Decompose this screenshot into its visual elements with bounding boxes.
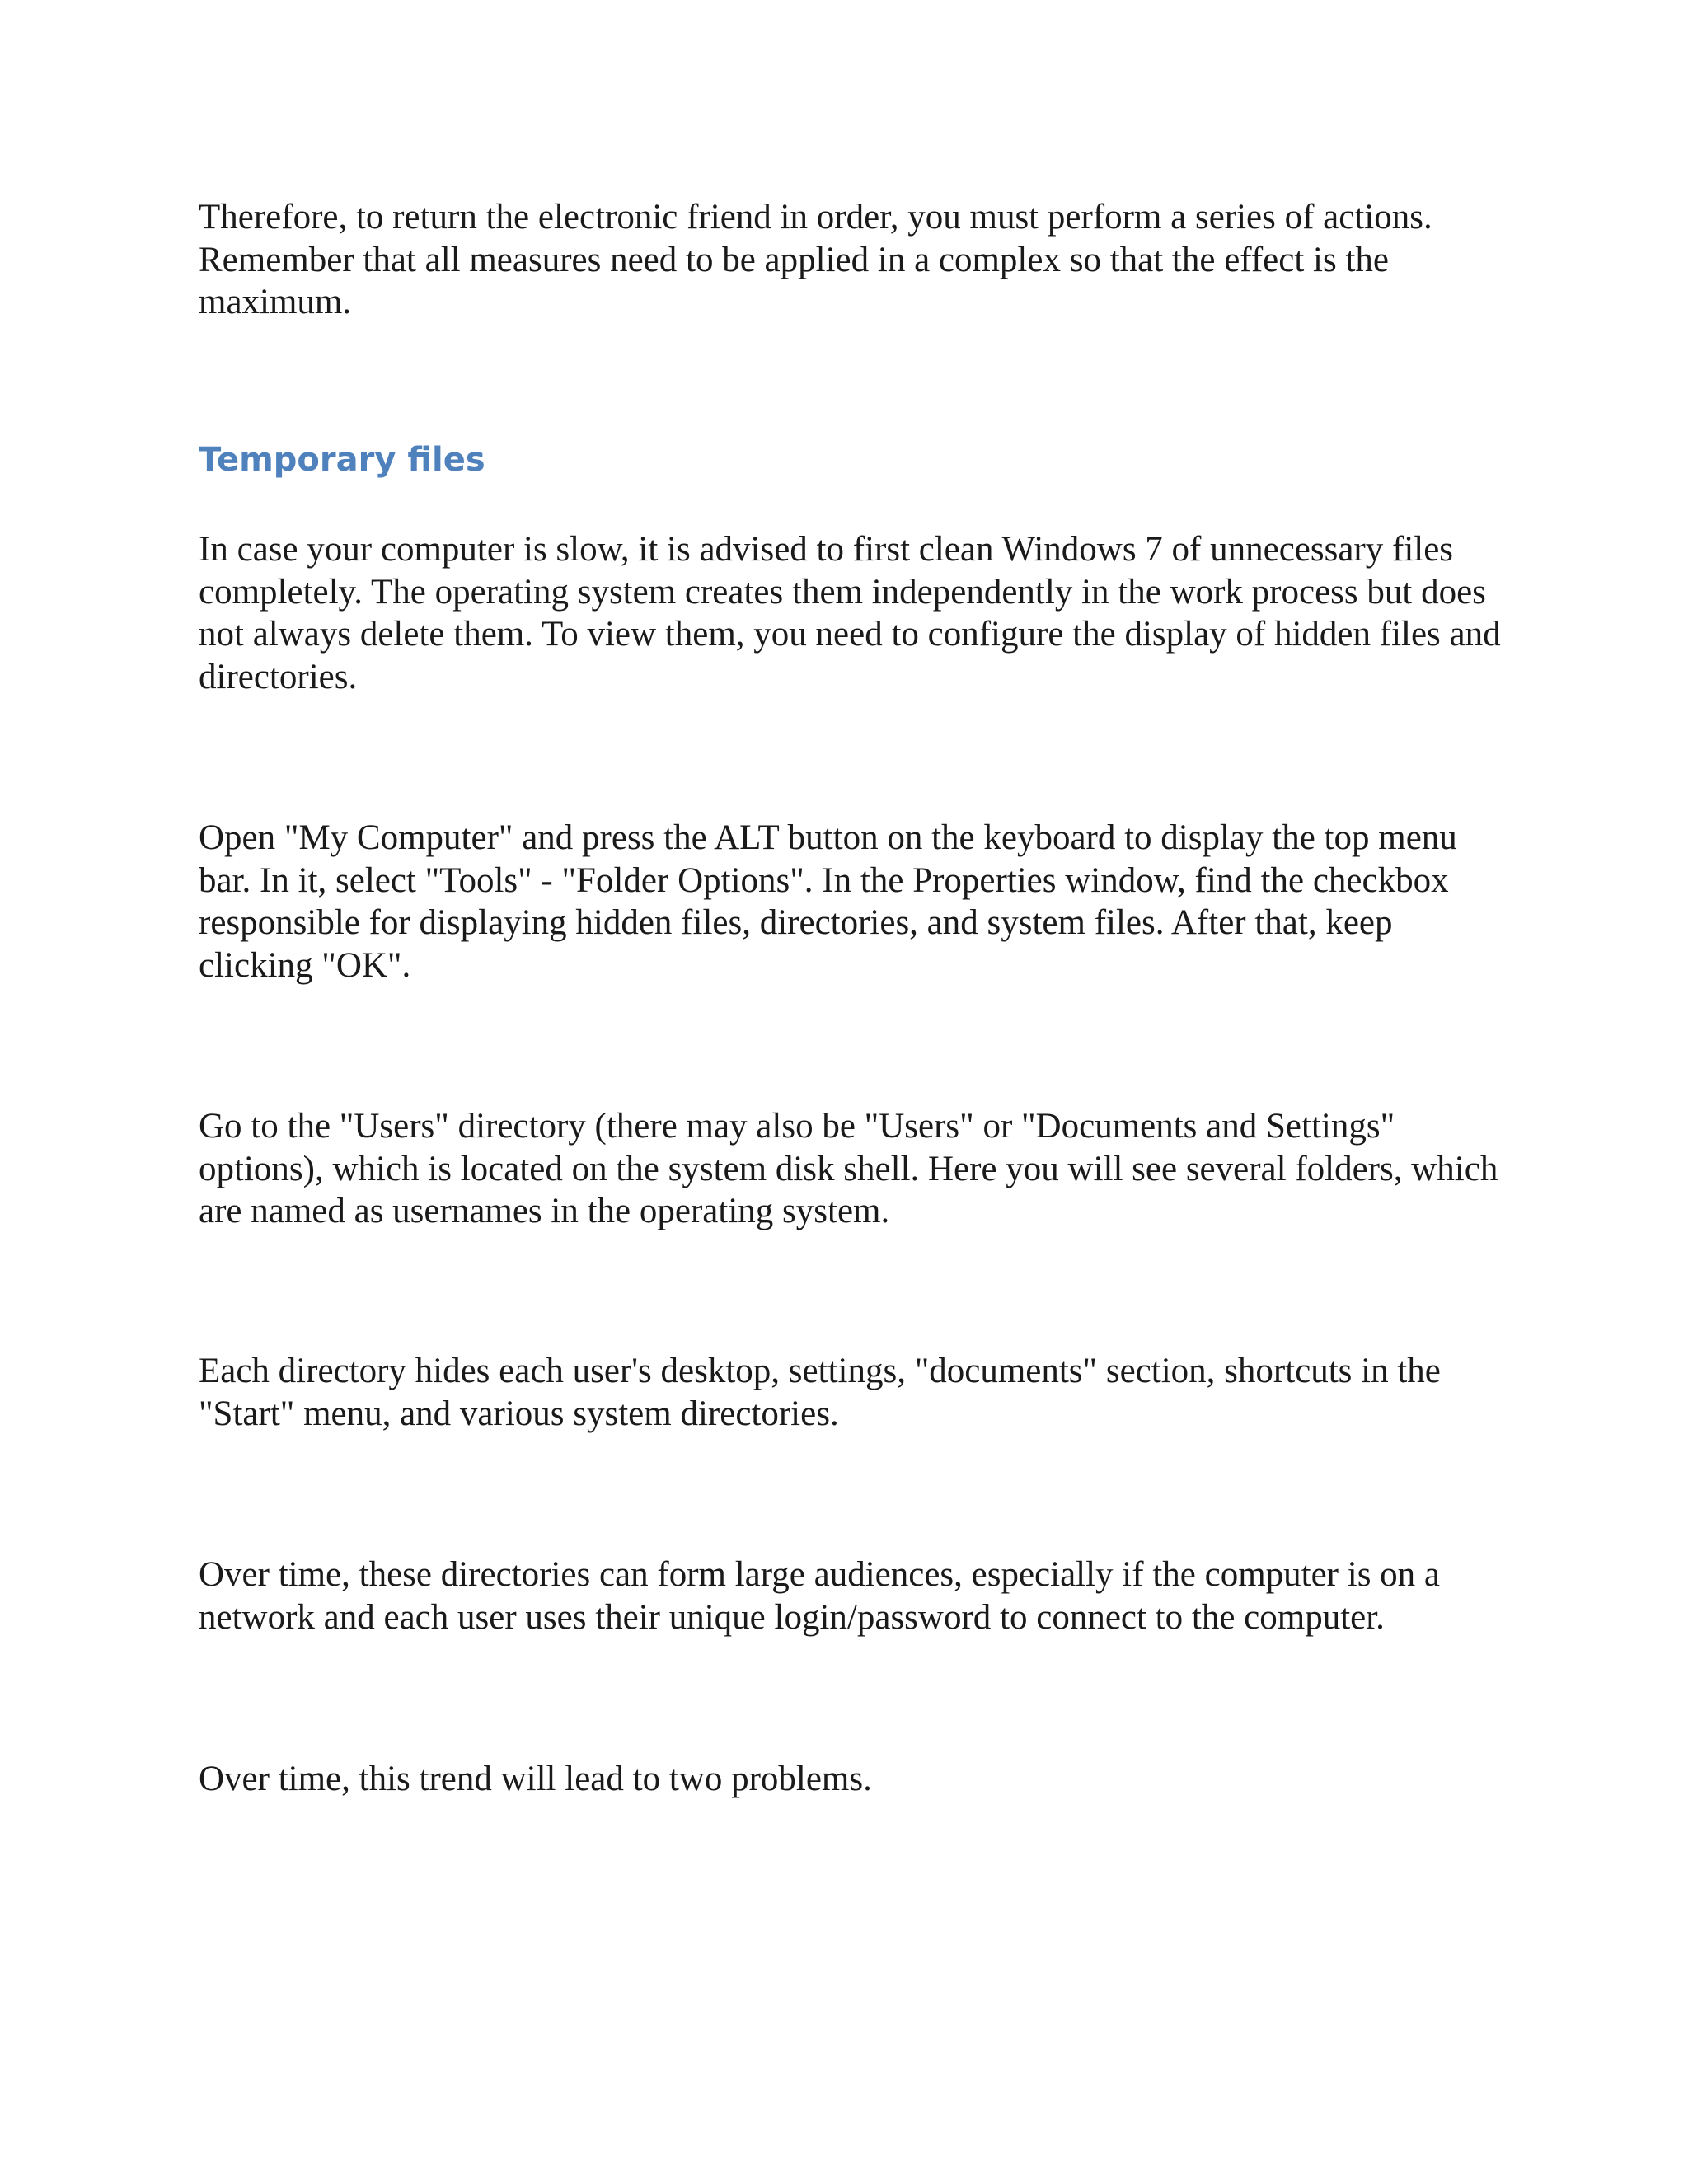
paragraph-1: In case your computer is slow, it is advised to first clean Windows 7 of unnecessary files completely. The operating system creates them independently in the work process but does not always delete them. To view them, you need to configure the display of hidden files and directories. [199, 530, 1501, 696]
paragraph-2: Open "My Computer" and press the ALT button on the keyboard to display the top menu bar. In it, select "Tools" - "Folder Options". In the Properties window, find the checkbox responsible for displaying hidden files, directories, and system files. After that, keep clicking "OK". [199, 818, 1457, 985]
paragraph-5: Over time, these directories can form large audiences, especially if the computer is on a network and each user uses their unique login/password to connect to the computer. [199, 1555, 1441, 1637]
paragraph-3: Go to the "Users" directory (there may also be "Users" or "Documents and Settings" options), which is located on the system disk shell. Here you will see several folders, which are named as usernames in the operating system. [199, 1107, 1498, 1230]
paragraph-6: Over time, this trend will lead to two problems. [199, 1760, 872, 1798]
section-heading: Temporary files [199, 441, 485, 479]
paragraph-4: Each directory hides each user's desktop, settings, "documents" section, shortcuts in the "Start" menu, and various system directories. [199, 1352, 1441, 1433]
intro-paragraph: Therefore, to return the electronic friend in order, you must perform a series of actions. Remember that all measures need to be applied in a complex so that the effect is the maximum. [199, 198, 1432, 321]
